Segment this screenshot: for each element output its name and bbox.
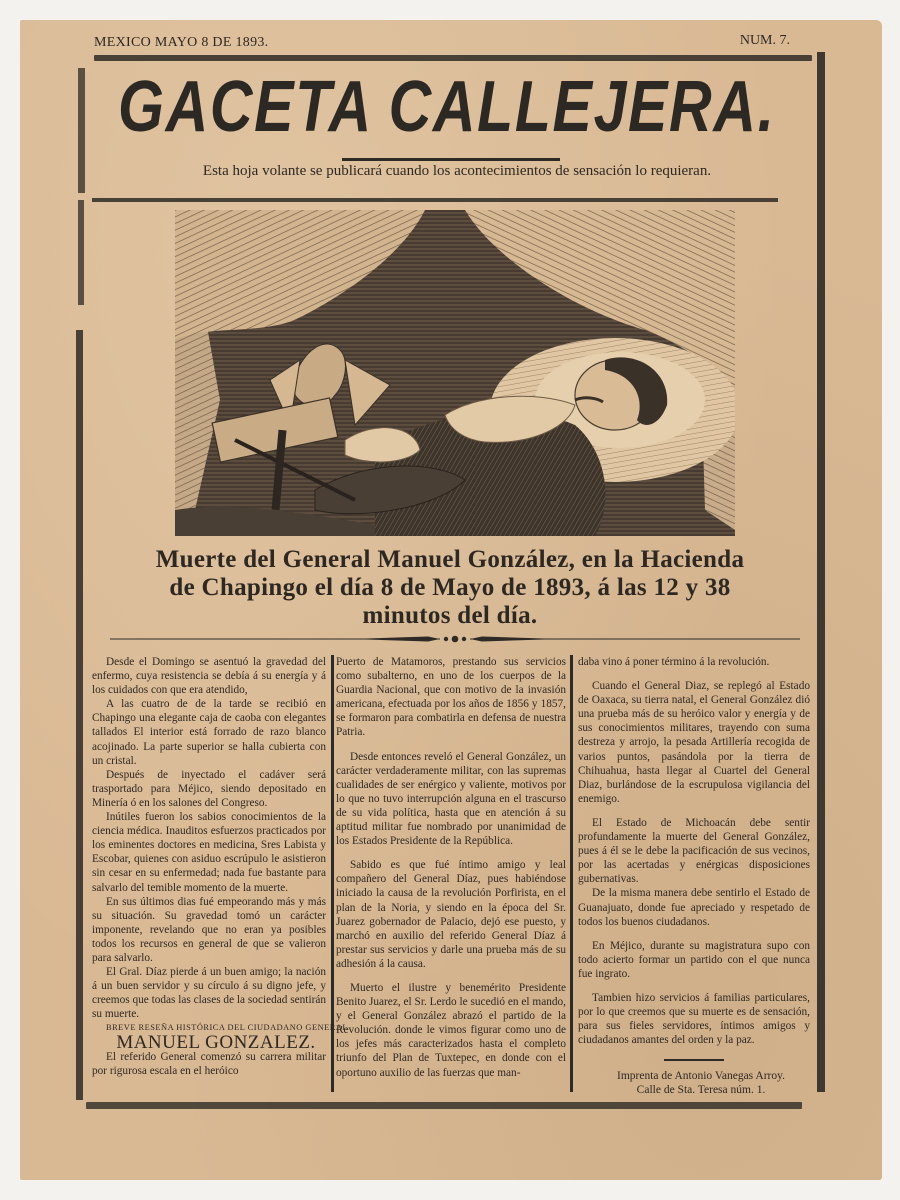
deathbed-engraving-icon xyxy=(175,210,735,536)
paragraph: daba vino á poner término á la revolución. xyxy=(578,656,770,668)
left-border-segment xyxy=(76,330,83,1100)
column-separator xyxy=(570,655,573,1092)
paragraph: Después de inyectado el cadáver será trasportado para Méjico, siendo depositado en Minería ó en los salones del Congreso. xyxy=(92,768,326,809)
paragraph: El referido General comenzó su carrera militar por rigurosa escala en el heróico xyxy=(92,1050,326,1077)
paragraph: Desde entonces reveló el General González, un carácter verdaderamente militar, con las supremas cualidades de ser enérgico y valiente, motivos por lo que no tuvo interrupción alguna en el trascurso de su vida política, hasta que en atención á su aptitud militar fue nombrado por unanimidad de los Estados Presidente de la República. xyxy=(336,750,566,848)
engraving-illustration xyxy=(175,210,735,536)
biography-subheading: BREVE RESEÑA HISTÓRICA DEL CIUDADANO GENERAL xyxy=(106,1023,348,1033)
paragraph: Puerto de Matamoros, prestando sus servicios como subalterno, en uno de los cuerpos de la Guardia Nacional, que con motivo de la invasión americana, efectuada por los años de 1856 y 1857, se formaron para combatirla en defensa de nuestra Patria. xyxy=(336,656,566,739)
paragraph: Cuando el General Diaz, se replegó al Estado de Oaxaca, su tierra natal, el General González dió una prueba más de su heróico valor y energía y de sus conocimientos militares, trayendo con suma destreza y arrojo, la pesada Artillería recogida de varios puntos, pasándola por la tierra de Chihuahua, hasta llegar al Cuartel del General Diaz, burlándose de la escrupulosa vigilancia del enemigo. xyxy=(578,680,810,805)
dateline: MEXICO MAYO 8 DE 1893. xyxy=(94,35,269,50)
headline xyxy=(90,546,810,630)
biography-name-heading: MANUEL GONZALEZ. xyxy=(116,1031,316,1053)
paragraph: A las cuatro de de la tarde se recibió en Chapingo una elegante caja de caoba con elegantes tallados El interior está forrado de razo blanco acojinado. La parte superior se halla cubierta con un cristal. xyxy=(92,698,326,767)
left-border-segment xyxy=(78,68,85,193)
paragraph: Sabido es que fué íntimo amigo y leal compañero del General Díaz, pues habiéndose iniciado la causa de la revolución Porfirista, en el plan de la Noria, y siendo en la época del Sr. Juarez gobernador de Palacio, dejó ese puesto, y marchó en auxilio del referido General Díaz á prestar sus servicios y darle una prueba más de su adhesión á la causa. xyxy=(336,859,566,970)
issue-number: NUM. 7. xyxy=(739,33,790,48)
masthead-underline xyxy=(342,158,560,161)
bottom-rule xyxy=(86,1102,802,1109)
article-column-2 xyxy=(336,655,566,1080)
paragraph: En Méjico, durante su magistratura supo con todo acierto formar un partido con el que nunca fue ingrato. xyxy=(578,939,810,980)
paragraph: Muerto el ilustre y benemérito Presidente Benito Juarez, el Sr. Lerdo le sucedió en el mando, y el General González abrazó el partido de la Revolución. donde le vimos figurar como uno de los jefes más caracterizados hasta el completo triunfo del Plan de Tuxtepec, en donde con el oportuno auxilio de las fuerzas que man- xyxy=(336,981,566,1079)
headline-line-3: minutos del día. xyxy=(362,602,538,629)
paragraph: En sus últimos dias fué empeorando más y más su situación. Su gravedad tomó un carácter imponente, revelando que no eran ya posibles todos los recursos en general de que se valieron para salvarlo. xyxy=(92,895,326,964)
header-rule xyxy=(92,198,778,202)
tagline: Esta hoja volante se publicará cuando los acontecimientos de sensación lo requieran. xyxy=(202,163,712,179)
ornamental-rule-icon xyxy=(110,632,800,646)
paragraph: El Gral. Díaz pierde á un buen amigo; la nación á un buen servidor y su círculo á su digno jefe, y creemos que todas las clases de la sociedad sentirán su muerte. xyxy=(92,966,327,1021)
right-border xyxy=(817,52,825,1092)
paragraph: Tambien hizo servicios á familias particulares, por lo que creemos que su muerte es de sensación, para sus fieles servidores, íntimos amigos y ciudadanos amantes del orden y la paz. xyxy=(578,991,810,1047)
headline-line-1: Muerte del General Manuel González, en la Hacienda xyxy=(155,546,745,573)
headline-line-2: de Chapingo el día 8 de Mayo de 1893, á las 12 y 38 xyxy=(169,574,731,601)
paragraph: Desde el Domingo se asentuó la gravedad del enfermo, cuya resistencia se debía á su energía y á los cuidados con que era atendido, xyxy=(92,656,326,697)
paragraph: De la misma manera debe sentirlo el Estado de Guanajuato, donde fue apreciado y respetado de todos los buenos ciudadanos. xyxy=(578,887,810,928)
article-column-1 xyxy=(92,655,348,1078)
masthead-title: GACETA CALLEJERA. xyxy=(118,67,776,147)
left-border-segment xyxy=(78,200,84,305)
imprint-divider xyxy=(664,1059,724,1061)
imprint-printer: Imprenta de Antonio Vanegas Arroy. xyxy=(617,1069,785,1082)
paragraph: El Estado de Michoacán debe sentir profundamente la muerte del General González, pues á él se le debe la pacificación de sus vecinos, por las acertadas y enérgicas disposiciones gubernativas. xyxy=(578,816,810,886)
article-column-3 xyxy=(578,655,810,1098)
top-rule xyxy=(94,55,812,61)
paragraph: Inútiles fueron los sabios conocimientos de la ciencia médica. Inauditos esfuerzos practicados por los eminentes doctores en medicina, Sres Labista y Escobar, quienes con asiduo escrúpulo le asistieron sin cesar en su enfermedad; nada fue bastante para salvarlo del temible momento de la muerte. xyxy=(92,811,326,894)
imprint-address: Calle de Sta. Teresa núm. 1. xyxy=(636,1084,766,1097)
